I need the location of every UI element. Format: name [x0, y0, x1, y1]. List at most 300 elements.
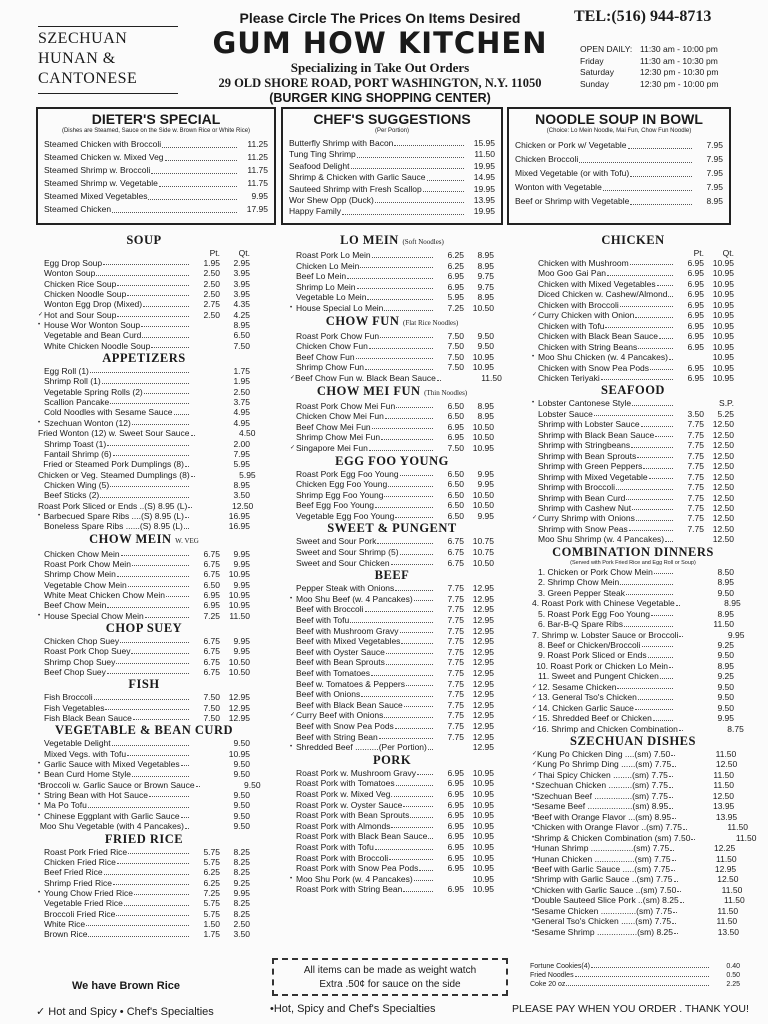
item-price-large: 12.95	[472, 668, 494, 678]
dot-leader	[657, 285, 673, 286]
dot-leader	[104, 874, 189, 875]
menu-item	[532, 373, 734, 383]
item-price-large: 8.75	[727, 723, 744, 734]
extras-list	[530, 962, 740, 989]
item-price-small: 6.95	[447, 767, 464, 778]
item-name: Shrimp Fried Rice	[44, 877, 113, 888]
item-price-large: 12.50	[712, 523, 734, 534]
dot-leader	[191, 476, 195, 477]
item-marker: ✓	[532, 761, 538, 768]
dot-leader	[417, 774, 433, 775]
dot-leader	[361, 696, 433, 697]
item-name: Ma Po Tofu	[44, 800, 87, 811]
menu-item	[38, 366, 250, 376]
item-price-large: 9.95	[477, 479, 494, 490]
menu-item	[532, 289, 734, 299]
dot-leader	[594, 415, 673, 416]
item-name: Chicken or Veg. Steamed Dumplings (8)	[38, 469, 190, 480]
spacer	[532, 248, 674, 258]
menu-item	[290, 831, 494, 842]
dot-leader	[388, 486, 433, 487]
dot-leader	[654, 573, 673, 574]
menu-item	[532, 723, 744, 734]
item-price-large: 10.95	[472, 831, 494, 842]
menu-item	[290, 331, 494, 342]
item-name: Shrimp with Garlic Sauce ..(sm) 7.75	[534, 874, 673, 885]
section-title	[290, 454, 494, 469]
menu-item	[532, 268, 734, 278]
item-marker: •	[38, 419, 41, 426]
item-price-large: 9.95	[477, 510, 494, 521]
noodle-item	[515, 152, 723, 166]
menu-item	[38, 779, 261, 790]
item-price-small: 7.75	[447, 720, 464, 731]
dot-leader	[391, 564, 433, 565]
item-name: Beef Chow Mei Fun	[296, 421, 371, 432]
menu-item	[290, 810, 494, 821]
item-marker: ✓	[532, 694, 538, 701]
menu-item	[532, 822, 748, 833]
dot-leader	[357, 288, 433, 289]
item-price-small: 6.50	[203, 579, 220, 590]
section-title-text: LO MEIN	[340, 233, 399, 247]
dot-leader	[367, 299, 433, 300]
item-name: Shrimp with Snow Peas	[538, 523, 628, 534]
dot-leader	[133, 719, 189, 720]
dot-leader	[400, 554, 433, 555]
dot-leader	[607, 275, 673, 276]
item-name: Steamed Mixed Vegetables	[44, 191, 148, 201]
item-name: Bean Curd Home Style	[44, 769, 131, 780]
pay-notice: PLEASE PAY WHEN YOU ORDER . THANK YOU!	[512, 1003, 749, 1015]
item-marker: ✓	[38, 311, 44, 318]
item-price-small: 6.50	[447, 489, 464, 500]
dot-leader	[90, 372, 189, 373]
dot-leader	[672, 818, 676, 819]
dot-leader	[674, 933, 678, 934]
item-price: 11.25	[247, 139, 268, 149]
item-name: Shrimp with Lobster Sauce	[538, 419, 640, 430]
item-price-large: 10.95	[712, 331, 734, 342]
item-price-large: 10.95	[228, 589, 250, 600]
menu-item	[290, 303, 494, 314]
phone-number: TEL:(516) 944-8713	[574, 8, 712, 25]
item-name: Roast Pork with Snow Pea Pods	[296, 863, 419, 874]
item-price-small: 6.95	[447, 421, 464, 432]
item-name: Steamed Chicken w. Mixed Veg	[44, 152, 164, 162]
menu-item	[532, 472, 734, 482]
section-title	[38, 621, 250, 636]
menu-item	[38, 511, 250, 521]
dot-leader	[86, 925, 189, 926]
menu-item	[38, 299, 250, 309]
item-price-small: 6.95	[687, 341, 704, 352]
menu-item	[38, 749, 250, 759]
item-name: Shredded Beef ..........(Per Portion)	[296, 742, 427, 753]
item-name: Shrimp with Broccoli	[538, 482, 615, 493]
item-price-small: 3.50	[687, 408, 704, 419]
dot-leader	[630, 204, 692, 205]
item-price-small: 6.50	[447, 479, 464, 490]
item-marker: •	[38, 889, 41, 896]
item-price-large: 10.95	[712, 341, 734, 352]
dot-leader	[423, 191, 464, 192]
item-name: Roast Pork w. Oyster Sauce	[296, 799, 403, 810]
section-title	[38, 351, 250, 366]
item-name: Fish Broccoli	[44, 692, 93, 703]
menu-item	[532, 895, 745, 906]
dot-leader	[659, 338, 673, 339]
item-price-large: 11.50	[727, 822, 748, 833]
section-title-text: SWEET & PUNGENT	[327, 521, 457, 536]
item-price-large: 10.75	[472, 547, 494, 558]
dot-leader	[107, 607, 189, 608]
menu-item	[38, 500, 254, 511]
item-price-large: 3.50	[233, 490, 250, 501]
address: 29 OLD SHORE ROAD, PORT WASHINGTON, N.Y. 11050	[218, 76, 542, 90]
dot-leader	[145, 617, 189, 618]
item-price-large: 10.50	[472, 489, 494, 500]
item-price-large: 12.95	[472, 689, 494, 700]
item-price-large: 11.50	[721, 884, 743, 895]
item-price: 7.95	[706, 154, 723, 164]
dot-leader	[630, 264, 673, 265]
item-price-small: 7.75	[447, 615, 464, 626]
section-title	[290, 233, 494, 250]
item-name: 6. Bar-B-Q Spare Ribs	[538, 619, 624, 630]
dot-leader	[648, 657, 673, 658]
section-title	[532, 734, 734, 749]
item-name: Roast Pork with Broccoli	[296, 852, 389, 863]
item-price-large: 12.50	[712, 492, 734, 503]
item-price-large: 10.95	[472, 884, 494, 895]
menu-column-right	[532, 233, 757, 937]
dot-leader	[350, 622, 433, 623]
item-price-large: 8.95	[233, 479, 250, 490]
item-price-small: 7.25	[447, 302, 464, 313]
item-marker: ✓	[290, 444, 296, 451]
item-price-large: 12.95	[472, 646, 494, 657]
item-name: Thai Spicy Chicken ........(sm) 7.75	[538, 769, 668, 780]
dot-leader	[132, 776, 189, 777]
item-name: Fried Wonton (12) w. Sweet Sour Sauce	[38, 428, 190, 439]
dot-leader	[414, 880, 433, 881]
item-marker: •	[38, 771, 41, 778]
dot-leader	[428, 749, 433, 750]
item-name: Chicken Egg Foo Young	[296, 479, 388, 490]
menu-item	[532, 279, 734, 289]
dot-leader	[181, 765, 189, 766]
item-price-large: 12.95	[472, 604, 494, 615]
item-price-large: 8.95	[477, 250, 494, 260]
item-price: 13.95	[473, 195, 495, 206]
dot-leader	[650, 369, 673, 370]
item-name: 9. Roast Pork Sliced or Ends	[538, 650, 647, 661]
section-title-text: CHOW MEIN	[89, 531, 172, 546]
item-price-large: 9.50	[717, 587, 734, 598]
menu-item	[290, 422, 494, 433]
dot-leader	[107, 673, 189, 674]
item-name: Chicken Teriyaki	[538, 372, 600, 383]
item-price-small: 6.95	[687, 258, 704, 268]
item-price-large: 10.95	[472, 852, 494, 863]
extra-item	[530, 971, 740, 980]
item-name: Beef Egg Foo Young	[296, 500, 374, 511]
dot-leader	[620, 306, 673, 307]
item-name: Tung Ting Shrimp	[289, 149, 356, 160]
item-price-small: 2.75	[203, 299, 220, 310]
section-title	[290, 521, 494, 536]
dot-leader	[365, 369, 433, 370]
item-price-small: 7.25	[203, 610, 220, 621]
item-marker: •	[532, 876, 535, 883]
chef-item	[289, 195, 495, 206]
item-name: Young Chow Fried Rice	[44, 887, 133, 898]
dot-leader	[357, 157, 464, 158]
menu-item	[290, 689, 494, 700]
item-name: Wonton with Vegetable	[515, 182, 602, 192]
item-price-large: 8.25	[233, 908, 250, 919]
item-marker: •	[532, 918, 535, 925]
menu-item	[38, 909, 250, 919]
dot-leader	[651, 615, 673, 616]
dot-leader	[365, 611, 433, 612]
item-price-small: 7.75	[447, 699, 464, 710]
section-title-text: FISH	[128, 677, 160, 692]
dot-leader	[107, 445, 189, 446]
item-price: 17.95	[246, 204, 268, 214]
item-price-small: 6.95	[687, 320, 704, 331]
item-name: Moo Shu Beef (w. 4 Pancakes)	[296, 593, 413, 604]
item-price-large: 9.50	[233, 800, 250, 811]
item-price-small: 7.50	[447, 442, 464, 453]
dot-leader	[616, 489, 673, 490]
dot-leader	[428, 838, 433, 839]
menu-item	[290, 292, 494, 303]
dot-leader	[141, 326, 189, 327]
item-name: Fortune Cookies(4)	[530, 963, 590, 970]
menu-item	[290, 679, 494, 690]
chef-item	[289, 206, 495, 217]
item-price-large: 16.95	[228, 510, 250, 521]
menu-item	[290, 668, 494, 679]
item-price-small: 6.75	[203, 667, 220, 678]
item-name: Butterfly Shrimp with Bacon	[289, 138, 394, 148]
item-name: Shrimp & Chicken Combination (sm) 7.50	[534, 832, 691, 843]
item-price-small: 6.75	[203, 636, 220, 646]
section-subtitle: (Flat Rice Noodles)	[402, 318, 459, 327]
item-price-small: 7.75	[687, 513, 704, 524]
menu-item	[532, 682, 734, 692]
item-marker: ✓	[532, 771, 538, 778]
item-price-small: 7.75	[447, 678, 464, 689]
item-name: Chicken with Broccoli	[538, 299, 619, 310]
menu-item	[532, 759, 738, 770]
item-name: Chicken with Mixed Vegetables	[538, 278, 656, 289]
item-price-large: 9.50	[717, 681, 734, 692]
item-price-small: 7.75	[447, 646, 464, 657]
item-price-small: 5.75	[203, 856, 220, 867]
dot-leader	[196, 786, 200, 787]
item-name: Roast Pork w. Mixed Veg.	[296, 788, 393, 799]
dot-leader	[669, 797, 673, 798]
item-marker: ✓	[532, 312, 538, 319]
section-title	[290, 568, 494, 583]
item-price-large: 10.50	[472, 500, 494, 511]
dot-leader	[679, 636, 683, 637]
dot-leader	[636, 520, 673, 521]
item-name: Moo Shu Vegetable (with 4 Pancakes)	[39, 821, 184, 832]
item-price-large: 8.95	[477, 260, 494, 271]
menu-item	[290, 432, 494, 443]
item-price-small: 7.75	[447, 625, 464, 636]
chefs-suggestions-note: (Per Portion)	[374, 128, 409, 134]
item-price-large: 11.50	[715, 749, 737, 760]
dot-leader	[638, 699, 673, 700]
item-price: 11.50	[474, 149, 495, 160]
dot-leader	[103, 264, 189, 265]
item-price-large: 12.95	[472, 720, 494, 731]
item-name: Vegetable and Bean Curd	[44, 330, 142, 341]
section-title-text: FRIED RICE	[104, 831, 184, 846]
item-name: Beef Lo Mein	[296, 271, 347, 282]
menu-item	[290, 842, 494, 853]
item-price-large: 9.50	[233, 738, 250, 749]
item-price-large: 9.95	[727, 629, 745, 640]
menu-item	[532, 703, 734, 713]
item-price-large: 12.95	[472, 699, 494, 710]
dot-leader	[185, 517, 189, 518]
menu-item	[38, 821, 250, 831]
hours-time: 12:30 pm - 10:00 pm	[640, 78, 719, 89]
dieter-item	[44, 203, 268, 216]
dot-leader	[151, 173, 237, 174]
menu-item	[290, 800, 494, 811]
item-price-large: 9.25	[717, 639, 734, 650]
chefs-suggestions-box	[281, 107, 503, 225]
item-price-large: 10.95	[712, 268, 734, 279]
dot-leader	[389, 859, 433, 860]
item-price-large: 13.95	[715, 811, 738, 822]
noodle-item	[515, 194, 723, 208]
dot-leader	[400, 475, 433, 476]
item-name: 5. Roast Pork Egg Foo Young	[538, 608, 650, 619]
item-name: Vegetable Egg Foo Young	[296, 510, 395, 521]
menu-item	[38, 279, 250, 289]
item-price-large: 9.50	[477, 341, 494, 352]
menu-item	[38, 559, 250, 569]
menu-item	[38, 600, 250, 610]
dot-leader	[642, 646, 673, 647]
item-price-large: 12.25	[713, 843, 736, 854]
item-price-large: 3.95	[233, 278, 250, 289]
item-price-large: 3.95	[233, 268, 250, 279]
item-name: Moo Goo Gai Pan	[538, 268, 607, 279]
menu-item	[38, 320, 250, 330]
dot-leader	[174, 414, 189, 415]
dot-leader	[395, 590, 433, 591]
item-marker: •	[532, 782, 535, 789]
dieters-special-note: (Dishes are Steamed, Sauce on the Side w. Brown Rice or White Rice)	[61, 128, 251, 134]
item-name: Kung Po Chicken Ding ....(sm) 7.50	[537, 749, 671, 760]
cuisine-label	[38, 24, 178, 96]
dot-leader	[117, 316, 189, 317]
item-price-small: 7.75	[447, 731, 464, 742]
item-name: Sweet and Sour Chicken	[296, 557, 390, 568]
item-name: Roast Pork Chow Fun	[296, 330, 380, 341]
dot-leader	[629, 530, 673, 531]
dot-leader	[670, 850, 674, 851]
item-name: Chicken Chow Mei Fun	[296, 411, 384, 422]
item-name: Hot and Sour Soup	[44, 309, 117, 320]
item-name: 1. Chicken or Pork Chow Mein	[538, 566, 653, 577]
noodle-item	[515, 166, 723, 180]
menu-item	[38, 449, 250, 459]
menu-item	[532, 853, 737, 864]
item-price-large: 9.95	[233, 579, 250, 590]
item-name: Chicken with Tofu	[538, 320, 605, 331]
dot-leader	[655, 436, 673, 437]
dot-leader	[96, 275, 189, 276]
quart-header: Qt.	[238, 248, 250, 258]
menu-item	[532, 650, 734, 660]
item-price: 7.95	[706, 168, 723, 178]
item-name: Hunan Shrimp ..................(sm) 7.75	[534, 843, 670, 854]
menu-item	[290, 411, 494, 422]
item-marker: •	[532, 400, 535, 407]
dot-leader	[375, 507, 433, 508]
item-marker: •	[38, 761, 41, 768]
item-name: Beef Chow Mein	[44, 600, 107, 611]
dot-leader	[691, 839, 695, 840]
dot-leader	[643, 468, 673, 469]
item-price-small: 6.25	[203, 867, 220, 878]
dot-leader	[669, 808, 673, 809]
section-title-text: VEGETABLE & BEAN CURD	[55, 723, 233, 738]
dot-leader	[672, 923, 676, 924]
item-marker: ✓	[532, 751, 538, 758]
menu-item	[532, 493, 734, 503]
item-price-small: 6.95	[447, 271, 464, 282]
item-price-large: 10.75	[472, 536, 494, 547]
menu-item	[38, 459, 250, 469]
item-price: 19.95	[473, 183, 495, 194]
item-price-small: 6.75	[203, 548, 220, 559]
item-name: Cold Noodles with Sesame Sauce	[44, 407, 173, 418]
dot-leader	[144, 393, 189, 394]
spacer	[38, 248, 190, 258]
chef-item	[289, 172, 495, 183]
item-name: Vegetable Lo Mein	[296, 292, 367, 303]
shopping-center: (BURGER KING SHOPPING CENTER)	[269, 91, 491, 105]
menu-item	[290, 500, 494, 511]
item-name: Roast Pork w. Mushroom Gravy	[296, 767, 416, 778]
item-price-large: 4.95	[233, 417, 250, 428]
item-price-large: 12.95	[472, 678, 494, 689]
item-price-large: 2.95	[233, 258, 250, 268]
item-name: 13. General Tso's Chicken	[538, 692, 637, 703]
item-name: Chicken with Orange Flavor ..(sm) 7.75	[534, 822, 682, 833]
dot-leader	[427, 180, 464, 181]
menu-item	[38, 738, 250, 748]
item-name: Sauteed Shrimp with Fresh Scallop	[289, 183, 422, 194]
item-price-small: 5.95	[447, 292, 464, 303]
dot-leader	[391, 827, 433, 828]
item-name: Steamed Chicken	[44, 204, 112, 214]
dot-leader	[127, 755, 189, 756]
menu-item	[290, 352, 494, 363]
menu-item	[290, 721, 494, 732]
